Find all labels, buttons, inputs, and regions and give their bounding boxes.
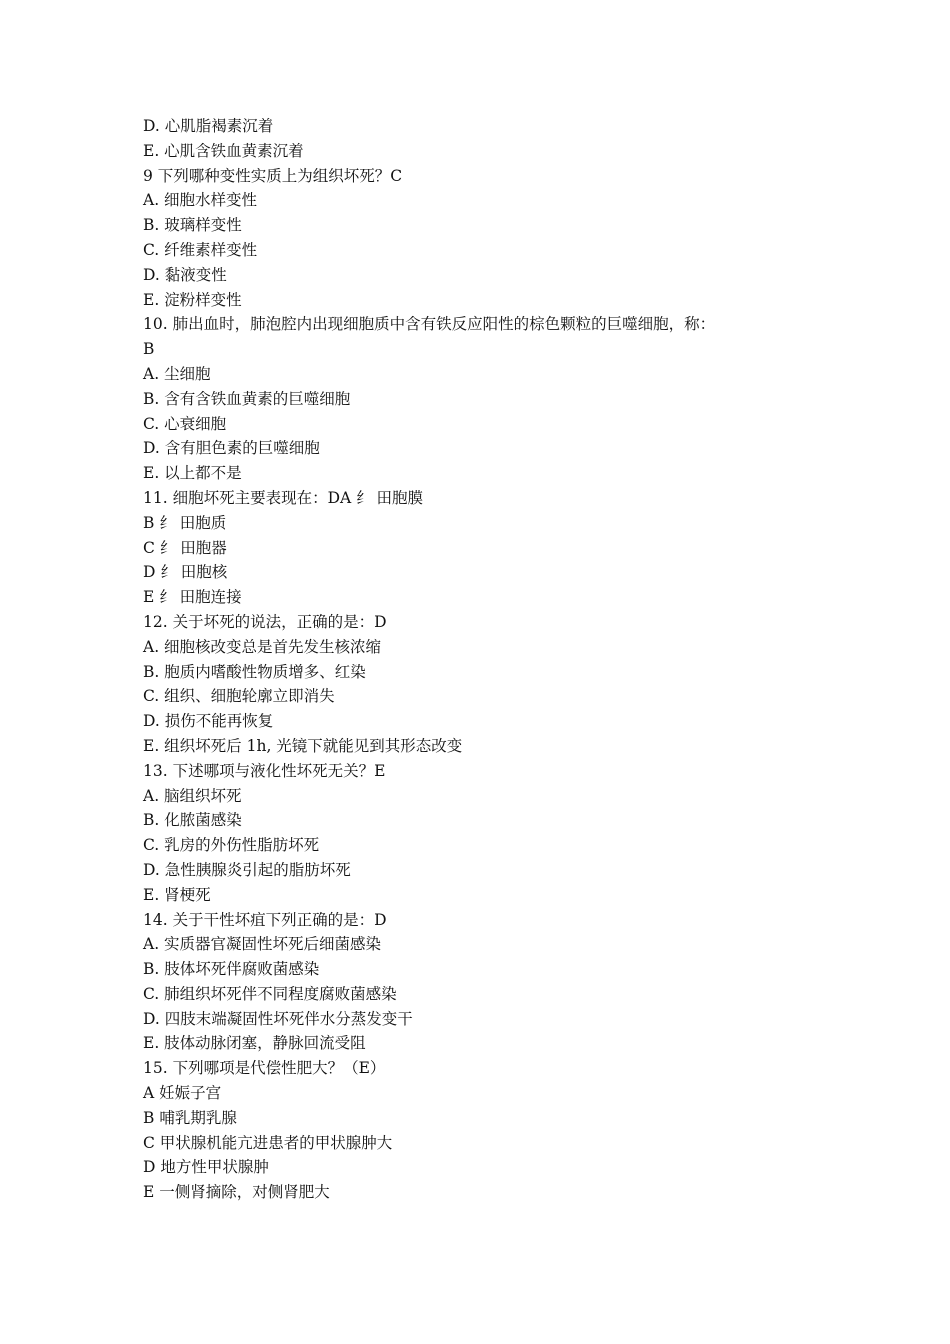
text-line: D. 心肌脂褐素沉着 — [143, 117, 274, 135]
document-body — [143, 114, 803, 1205]
question-9: 9 下列哪种变性实质上为组织坏死？C — [143, 166, 403, 185]
question-10: 10. 肺出血时，肺泡腔内出现细胞质中含有铁反应阳性的棕色颗粒的巨噬细胞，称： — [143, 315, 716, 334]
question-11: 11. 细胞坏死主要表现在：DA 纟 田胞膜 — [143, 488, 424, 507]
option-line: B 纟 田胞质 — [143, 513, 227, 532]
option-line: D 地方性甲状腺肿 — [143, 1158, 269, 1177]
option-line: A. 尘细胞 — [143, 364, 211, 383]
option-line: D. 损伤不能再恢复 — [143, 712, 274, 731]
option-line: E. 淀粉样变性 — [143, 290, 242, 309]
question-13: 13. 下述哪项与液化性坏死无关？E — [143, 761, 386, 780]
option-line: D. 四肢末端凝固性坏死伴水分蒸发变干 — [143, 1009, 413, 1028]
option-line: A. 实质器官凝固性坏死后细菌感染 — [143, 935, 382, 954]
option-line: E. 肢体动脉闭塞，静脉回流受阻 — [143, 1034, 366, 1053]
option-line: E. 以上都不是 — [143, 464, 242, 483]
option-line: B. 含有含铁血黄素的巨噬细胞 — [143, 389, 351, 408]
option-line: E. 组织坏死后 1h, 光镜下就能见到其形态改变 — [143, 736, 463, 755]
option-line: E. 肾梗死 — [143, 885, 211, 904]
text-line: E. 心肌含铁血黄素沉着 — [143, 141, 304, 160]
option-line: C. 心衰细胞 — [143, 414, 227, 433]
option-line: A. 细胞水样变性 — [143, 191, 258, 210]
option-line: C. 乳房的外伤性脂肪坏死 — [143, 836, 320, 855]
option-line: A. 脑组织坏死 — [143, 786, 242, 805]
option-line: A. 细胞核改变总是首先发生核浓缩 — [143, 637, 382, 656]
option-line: A 妊娠子宫 — [143, 1084, 222, 1103]
option-line: C. 纤维素样变性 — [143, 240, 258, 259]
option-line: E 纟 田胞连接 — [143, 588, 242, 607]
option-line: D. 含有胆色素的巨噬细胞 — [143, 439, 320, 458]
option-line: D. 急性胰腺炎引起的脂肪坏死 — [143, 860, 351, 879]
answer-line: B — [143, 340, 155, 359]
question-14: 14. 关于干性坏疽下列正确的是：D — [143, 910, 387, 929]
option-line: B. 肢体坏死伴腐败菌感染 — [143, 960, 320, 979]
option-line: D 纟 田胞核 — [143, 563, 228, 582]
option-line: B. 化脓菌感染 — [143, 811, 242, 830]
option-line: C 甲状腺机能亢进患者的甲状腺肿大 — [143, 1133, 393, 1152]
option-line: B. 玻璃样变性 — [143, 216, 242, 235]
option-line: B. 胞质内嗜酸性物质增多、红染 — [143, 662, 366, 681]
option-line: C. 肺组织坏死伴不同程度腐败菌感染 — [143, 984, 397, 1003]
option-line: E 一侧肾摘除，对侧肾肥大 — [143, 1183, 330, 1202]
option-line: C. 组织、细胞轮廓立即消失 — [143, 687, 335, 706]
option-line: B 哺乳期乳腺 — [143, 1108, 237, 1127]
option-line: C 纟 田胞器 — [143, 538, 227, 557]
option-line: D. 黏液变性 — [143, 265, 227, 284]
question-12: 12. 关于坏死的说法，正确的是：D — [143, 612, 387, 631]
question-15: 15. 下列哪项是代偿性肥大？（E） — [143, 1059, 386, 1078]
